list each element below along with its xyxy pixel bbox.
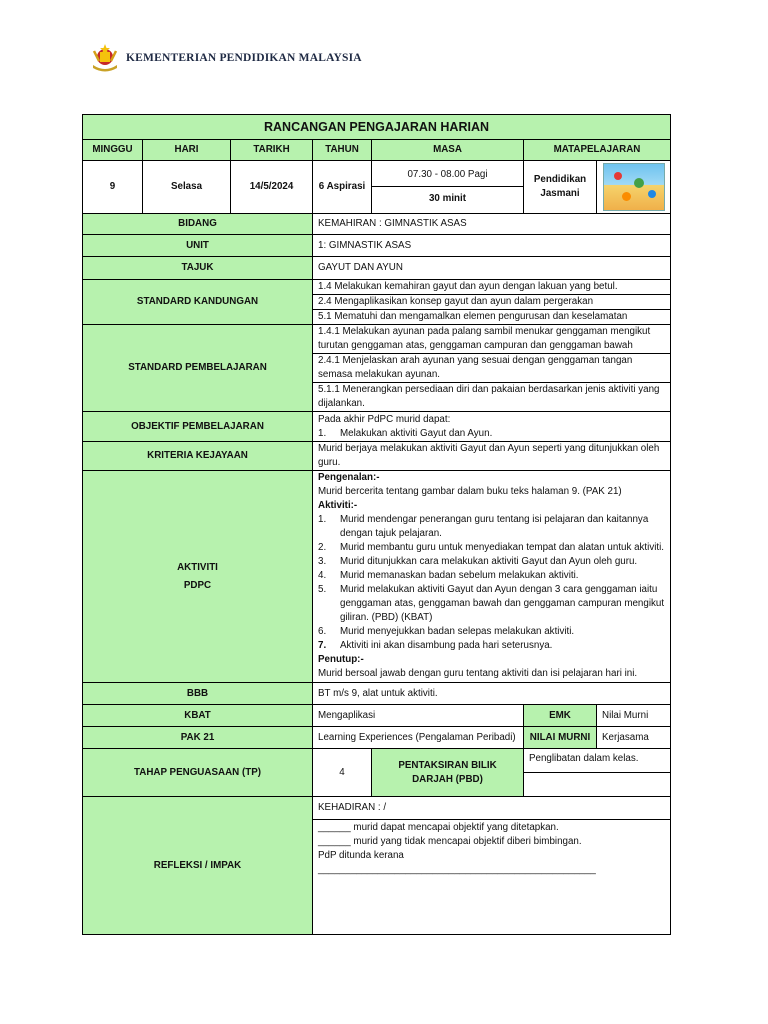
tarikh-value: 14/5/2024: [231, 161, 313, 214]
activity-step: 2. Murid membantu guru untuk menyediakan tempat dan alatan untuk aktiviti.: [318, 542, 665, 553]
tp-value: 4: [313, 749, 372, 797]
lesson-plan-table: [82, 114, 671, 935]
pengenalan-heading: Pengenalan:-: [318, 472, 380, 483]
refleksi-line: ______ murid dapat mencapai objektif yang ditetapkan.: [318, 822, 559, 833]
refleksi-line: PdP ditunda kerana ___________________________________________________: [318, 850, 596, 875]
kbat-label: KBAT: [83, 705, 313, 727]
kehadiran-line: KEHADIRAN : /: [313, 797, 670, 820]
bbb-value: BT m/s 9, alat untuk aktiviti.: [313, 683, 671, 705]
textbook-cover-image: [603, 163, 665, 211]
minggu-value: 9: [83, 161, 143, 214]
sk-item: 5.1 Mematuhi dan mengamalkan elemen pengurusan dan keselamatan: [318, 311, 628, 322]
refleksi-label: REFLEKSI / IMPAK: [83, 797, 313, 935]
activity-step: 6. Murid menyejukkan badan selepas melakukan aktiviti.: [318, 626, 575, 637]
aktiviti-label-line1: AKTIVITI: [177, 561, 218, 573]
activity-step: 4. Murid memanaskan badan sebelum melakukan aktiviti.: [318, 570, 579, 581]
ministry-name: KEMENTERIAN PENDIDIKAN MALAYSIA: [126, 52, 362, 64]
header-masa: MASA: [372, 140, 524, 161]
masa-time: 07.30 - 08.00 Pagi: [372, 164, 523, 187]
kriteria-label: KRITERIA KEJAYAAN: [83, 442, 313, 471]
objektif-intro: Pada akhir PdPC murid dapat:: [318, 413, 451, 425]
header-hari: HARI: [143, 140, 231, 161]
refleksi-line: ______ murid yang tidak mencapai objektif diberi bimbingan.: [318, 836, 582, 847]
activity-step: 1. Murid mendengar penerangan guru tentang isi pelajaran dan kaitannya dengan tajuk pelajaran.: [318, 514, 649, 539]
objektif-item-text: Melakukan aktiviti Gayut dan Ayun.: [340, 427, 493, 439]
pak21-value: Learning Experiences (Pengalaman Peribadi): [313, 727, 524, 749]
pak21-label: PAK 21: [83, 727, 313, 749]
kbat-value: Mengaplikasi: [313, 705, 524, 727]
tahun-value: 6 Aspirasi: [313, 161, 372, 214]
penutup-heading: Penutup:-: [318, 654, 364, 665]
activity-step: 5. Murid melakukan aktiviti Gayut dan Ayun dengan 3 cara genggaman iaitu genggaman atas, genggaman bawah dan genggaman campuran mengikut giliran. (PBD) (KBAT): [318, 584, 665, 623]
objektif-label: OBJEKTIF PEMBELAJARAN: [83, 412, 313, 442]
pengenalan-text: Murid bercerita tentang gambar dalam buku teks halaman 9. (PAK 21): [318, 486, 622, 497]
tajuk-label: TAJUK: [83, 257, 313, 280]
aktiviti-label-line2: PDPC: [183, 579, 212, 591]
nilai-murni-label: NILAI MURNI: [524, 727, 597, 749]
pbd-value: Penglibatan dalam kelas.: [524, 749, 670, 773]
kriteria-value: Murid berjaya melakukan aktiviti Gayut dan Ayun seperti yang ditunjukkan oleh guru.: [313, 442, 671, 471]
standard-pembelajaran-label: STANDARD PEMBELAJARAN: [83, 325, 313, 412]
sp-item: 5.1.1 Menerangkan persediaan diri dan pakaian berdasarkan jenis aktiviti yang dijalankan.: [318, 384, 660, 409]
header-matapelajaran: MATAPELAJARAN: [524, 140, 671, 161]
objektif-item-number: 1.: [318, 427, 327, 439]
sk-item: 2.4 Mengaplikasikan konsep gayut dan ayun dalam pergerakan: [313, 295, 670, 310]
penutup-text: Murid bersoal jawab dengan guru tentang aktiviti dan isi pelajaran hari ini.: [318, 668, 638, 679]
sp-item: 1.4.1 Melakukan ayunan pada palang sambil menukar genggaman mengikut turutan genggaman atas, genggaman campuran dan genggaman bawah: [313, 325, 670, 354]
page-header: [90, 40, 362, 76]
bidang-label: BIDANG: [83, 214, 313, 235]
standard-kandungan-label: STANDARD KANDUNGAN: [83, 280, 313, 325]
unit-label: UNIT: [83, 235, 313, 257]
objektif-item: [318, 427, 665, 441]
aktiviti-label: [83, 471, 313, 683]
header-tahun: TAHUN: [313, 140, 372, 161]
unit-value: 1: GIMNASTIK ASAS: [313, 235, 671, 257]
emk-label: EMK: [524, 705, 597, 727]
bidang-value: KEMAHIRAN : GIMNASTIK ASAS: [313, 214, 671, 235]
activity-step: 3. Murid ditunjukkan cara melakukan aktiviti Gayut dan Ayun oleh guru.: [318, 556, 638, 567]
nilai-murni-value: Kerjasama: [597, 727, 671, 749]
emk-value: Nilai Murni: [597, 705, 671, 727]
masa-duration: 30 minit: [428, 193, 467, 204]
form-title: RANCANGAN PENGAJARAN HARIAN: [83, 115, 671, 140]
bbb-label: BBB: [83, 683, 313, 705]
header-minggu: MINGGU: [83, 140, 143, 161]
sp-item: 2.4.1 Menjelaskan arah ayunan yang sesuai dengan genggaman tangan semasa melakukan ayunan.: [313, 354, 670, 383]
subject-name: Pendidikan Jasmani: [524, 161, 597, 214]
activity-steps: [318, 513, 665, 653]
aktiviti-heading: Aktiviti:-: [318, 500, 358, 511]
activity-step: 7. Aktiviti ini akan disambung pada hari seterusnya.: [318, 640, 553, 651]
pbd-blank-line: [524, 773, 670, 795]
header-tarikh: TARIKH: [231, 140, 313, 161]
pbd-label: PENTAKSIRAN BILIK DARJAH (PBD): [372, 749, 524, 797]
hari-value: Selasa: [143, 161, 231, 214]
tp-label: TAHAP PENGUASAAN (TP): [83, 749, 313, 797]
malaysia-crest-icon: [90, 43, 120, 73]
sk-item: 1.4 Melakukan kemahiran gayut dan ayun dengan lakuan yang betul.: [313, 280, 670, 295]
tajuk-value: GAYUT DAN AYUN: [313, 257, 671, 280]
